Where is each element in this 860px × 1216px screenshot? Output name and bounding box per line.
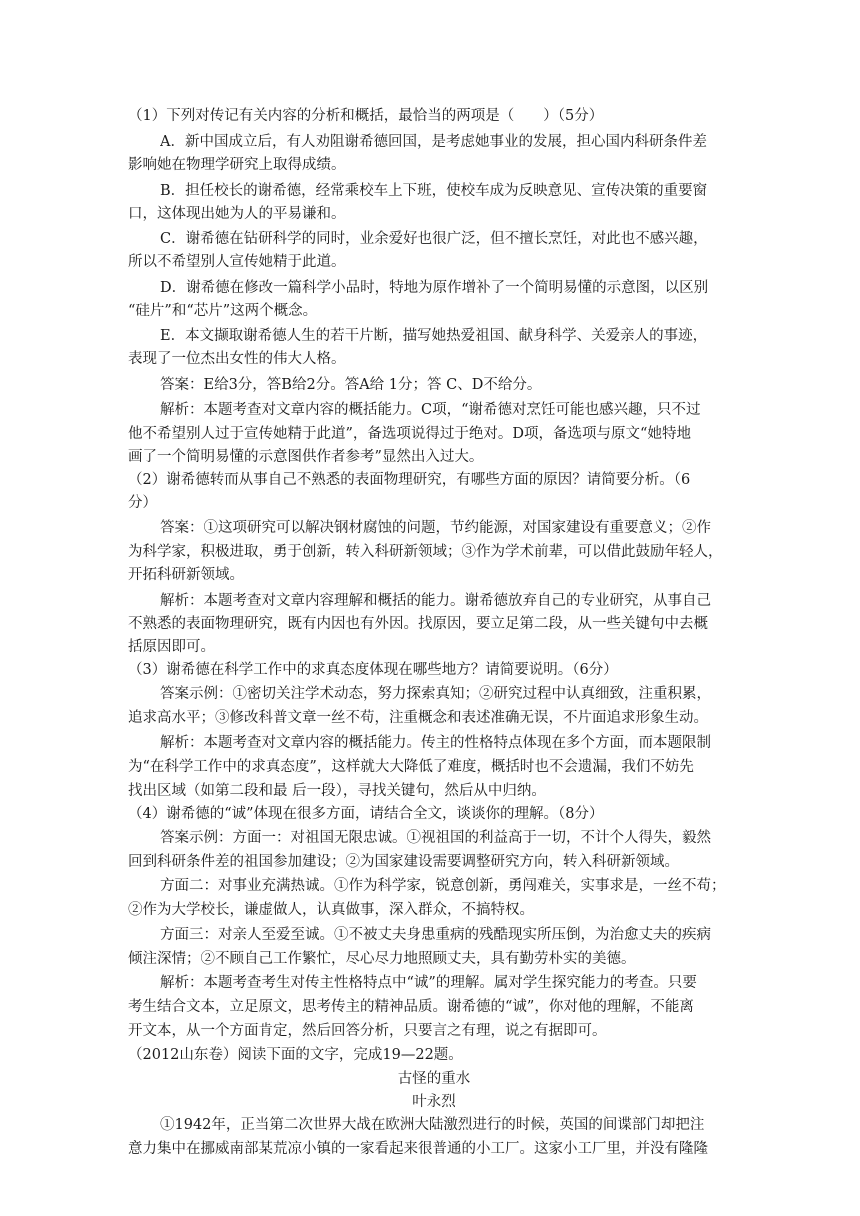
analysis-2-line-3: 括原因即可。 bbox=[128, 639, 215, 655]
analysis-1-line-2: 他不希望别人过于宣传她精于此道”，备选项说得过于绝对。D项，备选项与原文“她特地 bbox=[128, 426, 691, 442]
question-2-stem-line-2: 分） bbox=[128, 495, 157, 511]
answer-4-line-1: 答案示例：方面一：对祖国无限忠诚。①视祖国的利益高于一切，不计个人得失，毅然 bbox=[160, 830, 711, 846]
reading-instruction: （2012山东卷）阅读下面的文字，完成19—22题。 bbox=[128, 1047, 463, 1063]
question-3-stem: （3）谢希德在科学工作中的求真态度体现在哪些地方？请简要说明。（6分） bbox=[128, 662, 618, 678]
answer-4-aspect-2-line-2: ②作为大学校长，谦虚做人，认真做事，深入群众，不搞特权。 bbox=[128, 902, 534, 918]
question-4-stem: （4）谢希德的“诚”体现在很多方面，请结合全文，谈谈你的理解。（8分） bbox=[128, 806, 604, 822]
option-a-line-1: A．新中国成立后，有人劝阻谢希德回国，是考虑她事业的发展，担心国内科研条件差 bbox=[160, 134, 707, 150]
analysis-4-line-1: 解析：本题考查考生对传主性格特点中“诚”的理解。属对学生探究能力的考查。只要 bbox=[160, 975, 697, 991]
analysis-3-line-3: 找出区域（如第二段和最 后一段），寻找关键句，然后从中归纳。 bbox=[128, 783, 546, 799]
option-c-line-2: 所以不希望别人宣传她精于此道。 bbox=[128, 254, 346, 270]
option-a-line-2: 影响她在物理学研究上取得成绩。 bbox=[128, 157, 346, 173]
analysis-1-line-1: 解析：本题考查对文章内容的概括能力。C项，“谢希德对烹饪可能也感兴趣，只不过 bbox=[160, 402, 701, 418]
answer-2-line-2: 为科学家，积极进取，勇于创新，转入科研新领域；③作为学术前辈，可以借此鼓励年轻人， bbox=[128, 544, 723, 560]
answer-2-line-1: 答案：①这项研究可以解决钢材腐蚀的问题，节约能源，对国家建设有重要意义；②作 bbox=[160, 520, 711, 536]
option-d-line-2: “硅片”和“芯片”这两个概念。 bbox=[128, 303, 318, 319]
analysis-2-line-2: 不熟悉的表面物理研究，既有内因也有外因。找原因，要立足第二段，从一些关键句中去概 bbox=[128, 616, 708, 632]
option-b-line-1: B．担任校长的谢希德，经常乘校车上下班，使校车成为反映意见、宣传决策的重要窗 bbox=[160, 183, 708, 199]
answer-4-line-2: 回到科研条件差的祖国参加建设；②为国家建设需要调整研究方向，转入科研新领域。 bbox=[128, 854, 679, 870]
analysis-4-line-2: 考生结合文本，立足原文，思考传主的精神品质。谢希德的“诚”，你对他的理解，不能离 bbox=[128, 999, 694, 1015]
analysis-4-line-3: 开文本，从一个方面肯定，然后回答分析，只要言之有理，说之有据即可。 bbox=[128, 1023, 607, 1039]
answer-3-line-2: 追求高水平；③修改科普文章一丝不苟，注重概念和表述准确无误，不片面追求形象生动。 bbox=[128, 710, 708, 726]
option-e-line-2: 表现了一位杰出女性的伟大人格。 bbox=[128, 351, 346, 367]
answer-3-line-1: 答案示例：①密切关注学术动态，努力探索真知；②研究过程中认真细致，注重积累， bbox=[160, 686, 711, 702]
answer-4-aspect-3-line-1: 方面三：对亲人至爱至诚。①不被丈夫身患重病的残酷现实所压倒，为治愈丈夫的疾病 bbox=[160, 927, 711, 943]
option-d-line-1: D．谢希德在修改一篇科学小品时，特地为原作增补了一个简明易懂的示意图，以区别 bbox=[160, 280, 709, 296]
answer-4-aspect-3-line-2: 倾注深情；②不顾自己工作繁忙，尽心尽力地照顾丈夫，具有勤劳朴实的美德。 bbox=[128, 951, 636, 967]
question-2-stem-line-1: （2）谢希德转而从事自己不熟悉的表面物理研究，有哪些方面的原因？请简要分析。（6 bbox=[128, 472, 691, 488]
answer-2-line-3: 开拓科研新领域。 bbox=[128, 567, 244, 583]
article-paragraph-1-line-1: ①1942年，正当第二次世界大战在欧洲大陆激烈进行的时候，英国的间谍部门却把注 bbox=[160, 1117, 705, 1133]
analysis-3-line-2: 为“在科学工作中的求真态度”，这样就大大降低了难度，概括时也不会遗漏，我们不妨先 bbox=[128, 759, 694, 775]
analysis-3-line-1: 解析：本题考查对文章内容的概括能力。传主的性格特点体现在多个方面，而本题限制 bbox=[160, 735, 711, 751]
article-paragraph-1-line-2: 意力集中在挪威南部某荒凉小镇的一家看起来很普通的小工厂。这家小工厂里，并没有隆隆 bbox=[128, 1141, 708, 1157]
option-c-line-1: C．谢希德在钻研科学的同时，业余爱好也很广泛，但不擅长烹饪，对此也不感兴趣， bbox=[160, 231, 708, 247]
option-e-line-1: E．本文撷取谢希德人生的若干片断，描写她热爱祖国、献身科学、关爱亲人的事迹， bbox=[160, 328, 708, 344]
answer-1: 答案：E给3分，答B给2分。答A给 1分；答 C、D不给分。 bbox=[160, 377, 542, 393]
article-author: 叶永烈 bbox=[412, 1094, 456, 1110]
article-title: 古怪的重水 bbox=[397, 1071, 471, 1087]
analysis-2-line-1: 解析：本题考查对文章内容理解和概括的能力。谢希德放弃自己的专业研究，从事自己 bbox=[160, 593, 711, 609]
answer-4-aspect-2-line-1: 方面二：对事业充满热诚。①作为科学家，锐意创新，勇闯难关，实事求是，一丝不苟； bbox=[160, 878, 726, 894]
analysis-1-line-3: 画了一个简明易懂的示意图供作者参考”显然出入过大。 bbox=[128, 449, 484, 465]
question-1-stem: （1）下列对传记有关内容的分析和概括，最恰当的两项是（ ）（5分） bbox=[128, 108, 604, 124]
option-b-line-2: 口，这体现出她为人的平易谦和。 bbox=[128, 206, 346, 222]
